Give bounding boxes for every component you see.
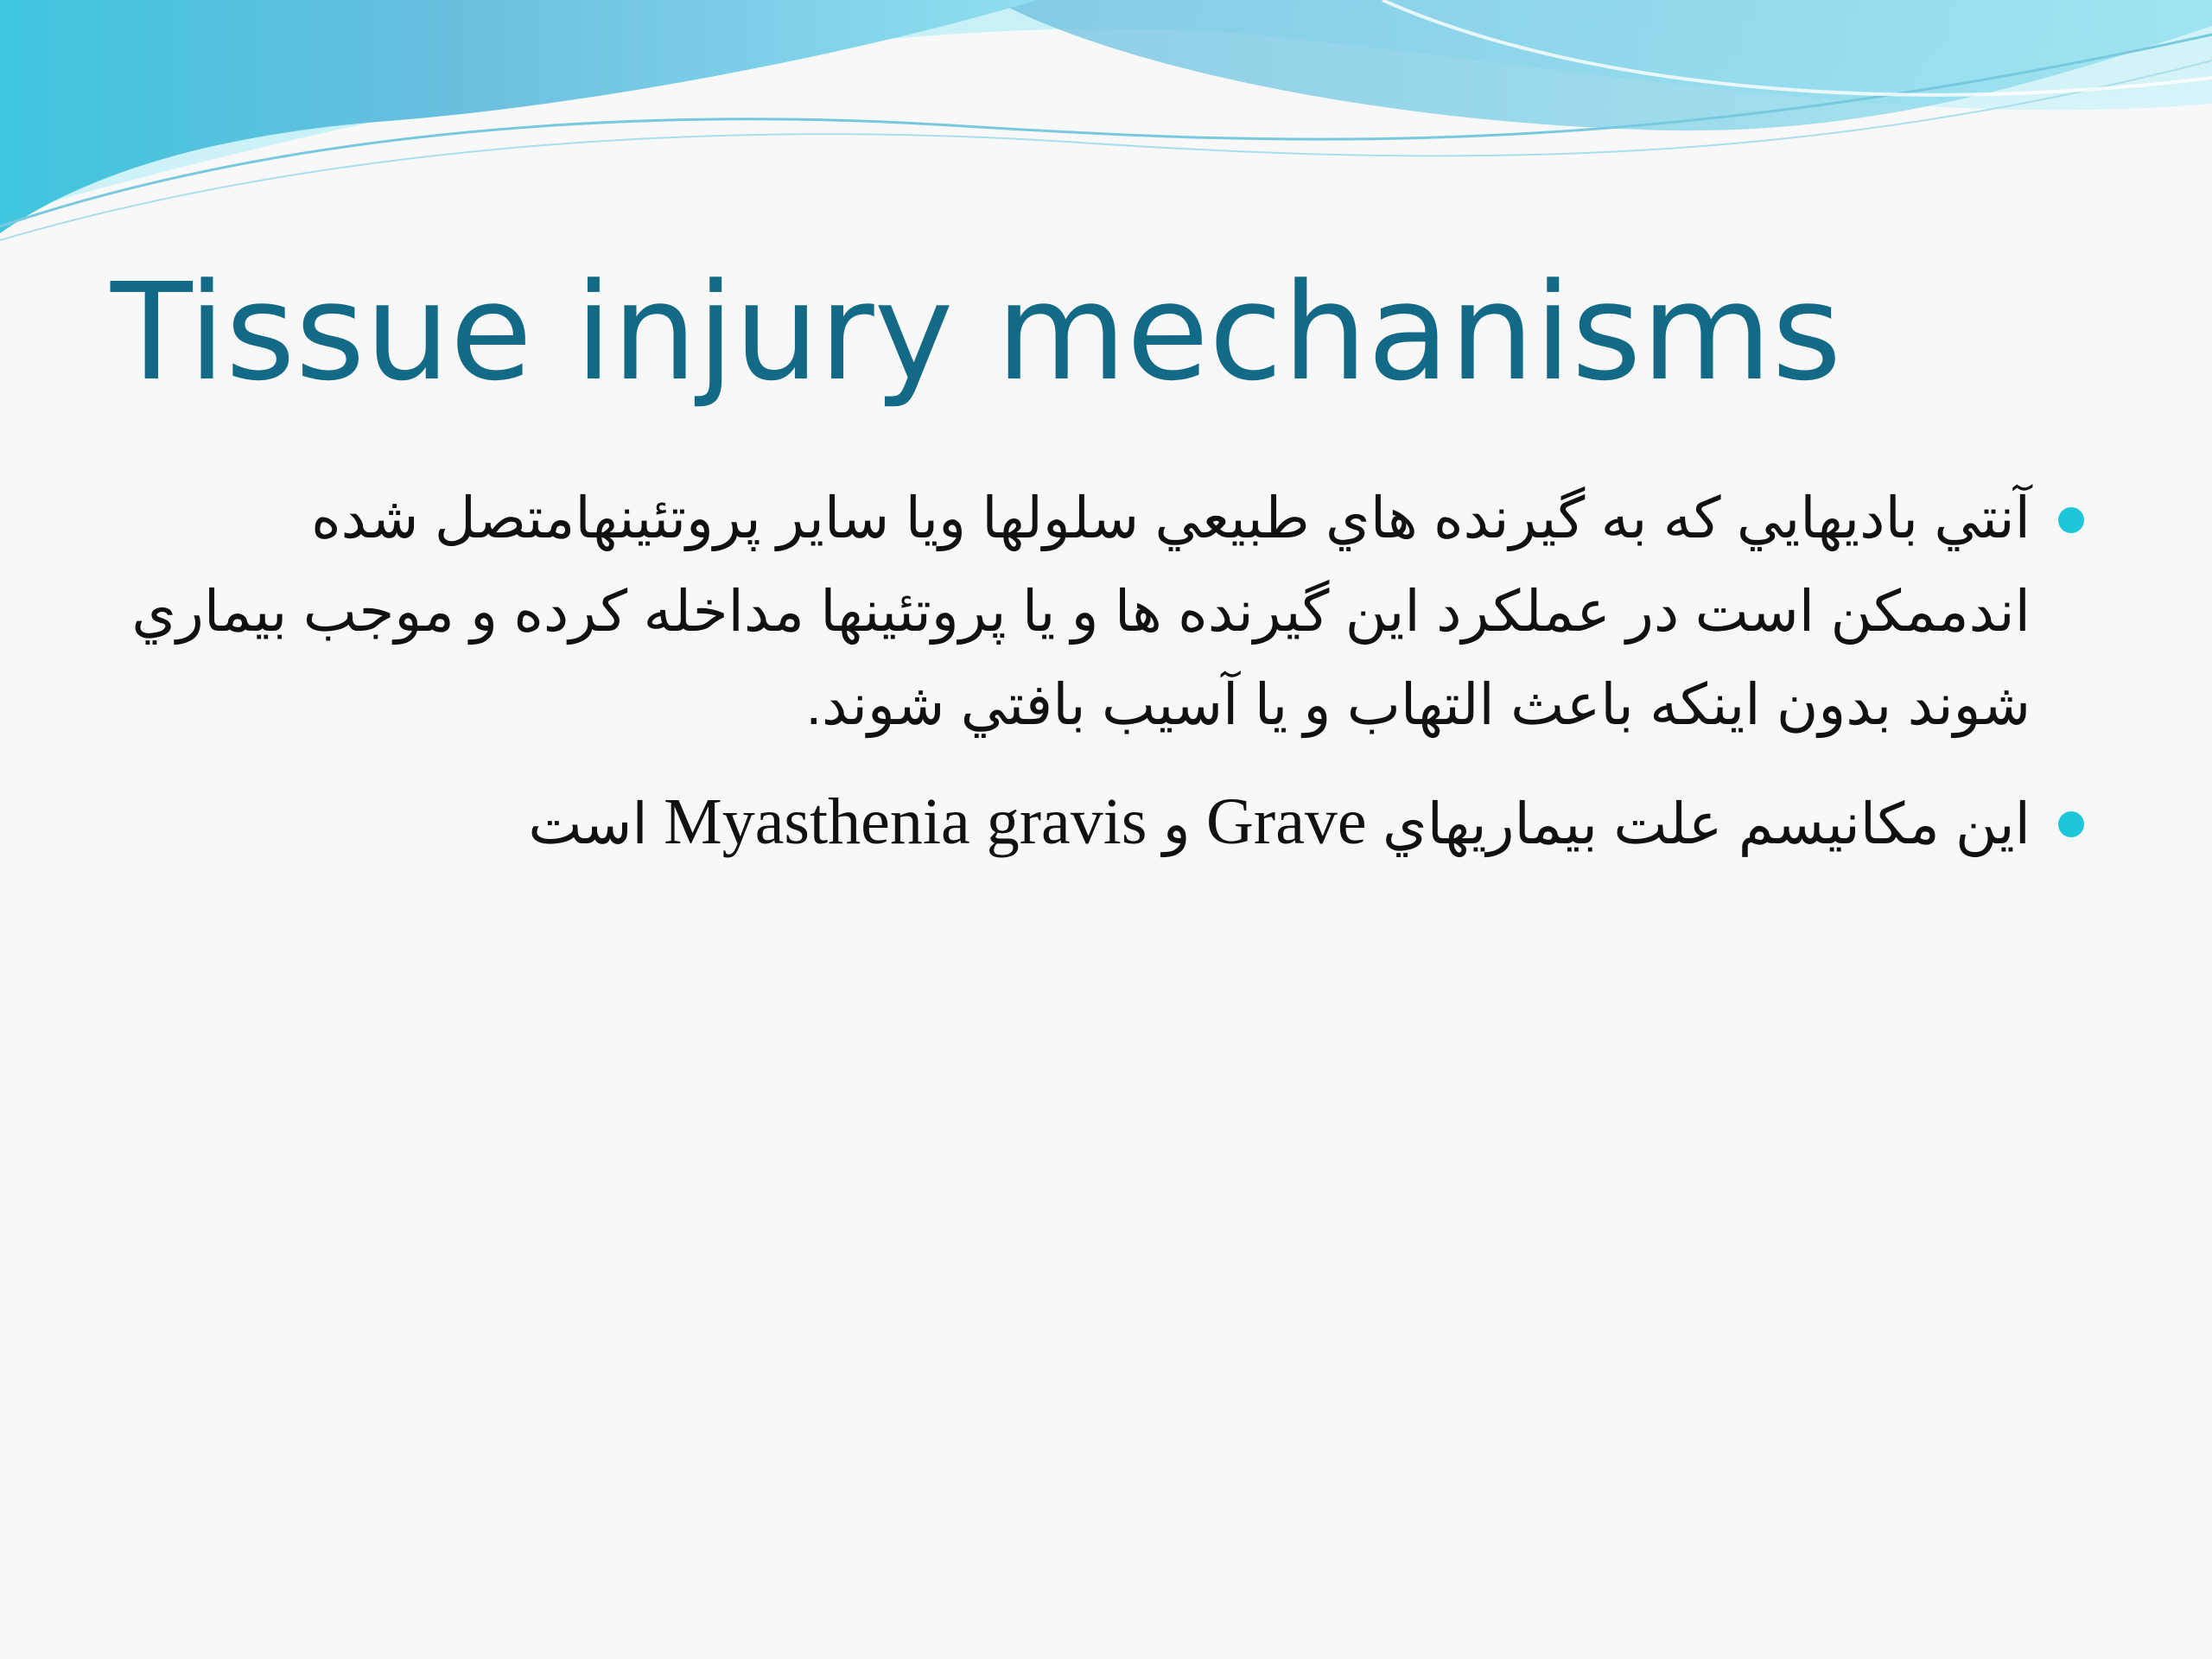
bullet-list bbox=[130, 471, 2031, 894]
bullet-2-prefix: اين مکانيسم علت بيماريهاي bbox=[1382, 791, 2031, 855]
slide-title: Tissue injury mechanisms bbox=[111, 254, 1842, 410]
bullet-1-text: آنتي باديهايي که به گيرنده هاي طبيعي سلولها ويا ساير پروتئينهامتصل شده اندممکن است در عملکرد اين گيرنده ها و يا پروتئينها مداخله کرده و موجب بيماري شوند بدون اينکه باعث التهاب و يا آسيب بافتي شوند. bbox=[131, 486, 2031, 736]
bullet-dot-icon bbox=[2058, 507, 2084, 533]
bullet-2-suffix: است bbox=[528, 791, 648, 855]
bullet-dot-icon bbox=[2058, 811, 2084, 837]
bullet-2-conjunction: و bbox=[1162, 791, 1191, 855]
bullet-item-1 bbox=[130, 471, 2031, 751]
wave-left bbox=[0, 0, 1037, 233]
disease-term-grave: Grave bbox=[1206, 785, 1367, 858]
bullet-item-2 bbox=[130, 775, 2031, 870]
disease-term-myasthenia: Myasthenia gravis bbox=[664, 785, 1147, 858]
header-wave-decoration bbox=[0, 0, 2212, 259]
